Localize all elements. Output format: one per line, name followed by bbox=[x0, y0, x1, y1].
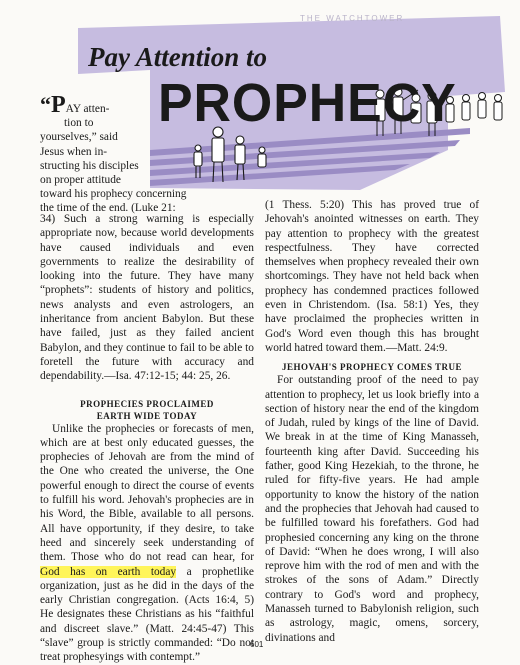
body-paragraph: (1 Thess. 5:20) This has proved true of Jehovah's anointed witnesses on earth. They pay attention to prophecy with the greatest respectfulness. They have corrected themselves when prophecy revealed their own shortcomings. They have not held back when prophecy has condemned practices followed even in Christendom. (Isa. 58:1) Yes, they have proclaimed the prophecies written in God's Word even though this has brought world hatred toward them.—Matt. 24:9. bbox=[265, 199, 479, 354]
dropcap-quote: “ bbox=[40, 92, 51, 117]
intro-line: toward his prophecy concerning bbox=[40, 188, 187, 201]
section-heading: PROPHECIES PROCLAIMED bbox=[80, 398, 214, 409]
intro-line: yourselves,” said bbox=[40, 131, 118, 144]
intro-line: AY atten- bbox=[65, 103, 110, 115]
article-title: PROPHECY bbox=[158, 73, 457, 133]
right-column bbox=[265, 198, 479, 645]
body-paragraph bbox=[40, 422, 254, 665]
intro-line: tion to bbox=[64, 117, 94, 130]
paragraph-text: Unlike the prophecies or forecasts of men, which are at best only educated guesses, the prophecies of Jehovah are from the mind of the One who created the universe, the One powerful enough to direct the course of events to fulfill his word. Jehovah's prophecies are in his Word, the Bible, available to all persons. All have opportunity, if they desire, to take heed and sincerely seek understanding of them. Those who do not read can hear, for bbox=[40, 422, 254, 564]
body-paragraph: For outstanding proof of the need to pay attention to prophecy, let us look briefly into a section of history near the end of the kingdom of Judah, ruled by kings of the line of David. We break in at the time of King Manasseh, fourteenth king after David. Succeeding his father, good King Hezekiah, to the throne, he ruled for fifty-five years. He had ample opportunity to know the history of the nation and the prophecies that Jehovah had caused to be fulfilled toward his forefathers. God had prophesied concerning any king on the throne of David: “When he does wrong, I will also reprove him with the rod of men and with the strokes of the sons of Adam.” Directly contrary to God's word and prophecy, Manasseh turned to Babylonish religion, such as astrology, magic, omens, sorcery, divinations and bbox=[265, 374, 479, 644]
intro-line: the time of the end. (Luke 21: bbox=[40, 202, 176, 215]
article-subtitle: Pay Attention to bbox=[88, 42, 268, 72]
running-head: THE WATCHTOWER bbox=[300, 14, 405, 23]
paragraph-text: a prophetlike organization, just as he did in the days of the early Christian congregation. (Acts 16:4, 5) He designates these Christians as his “faithful and discreet slave.” (Matt. 24:45-47) This “slave” group is strictly commanded: “Do not treat prophesyings with contempt.” bbox=[40, 565, 254, 664]
highlighted-text: God has on earth today bbox=[40, 565, 177, 578]
intro-line: Jesus when in- bbox=[40, 145, 108, 158]
section-heading: JEHOVAH'S PROPHECY COMES TRUE bbox=[281, 362, 463, 373]
section-heading: EARTH WIDE TODAY bbox=[96, 410, 198, 421]
left-column bbox=[40, 212, 254, 665]
intro-line: on proper attitude bbox=[40, 174, 121, 187]
page-number: 601 bbox=[250, 640, 264, 649]
intro-continuation: 34) Such a strong warning is especially appropriate now, because world developments have caused individuals and even governments to realize the desirability of looking into the future. They have many “prophets”: students of history and politics, news analysts and even astrologers, an inheritance from ancient Babylon. But these have failed, just as they failed ancient Babylon, and they continue to fail to be able to foretell the future with accuracy and dependability.—Isa. 47:12-15; 44: 25, 26. bbox=[40, 213, 254, 383]
intro-paragraph bbox=[40, 92, 187, 216]
intro-line: structing his disciples bbox=[40, 159, 139, 172]
dropcap-letter: P bbox=[51, 92, 66, 118]
